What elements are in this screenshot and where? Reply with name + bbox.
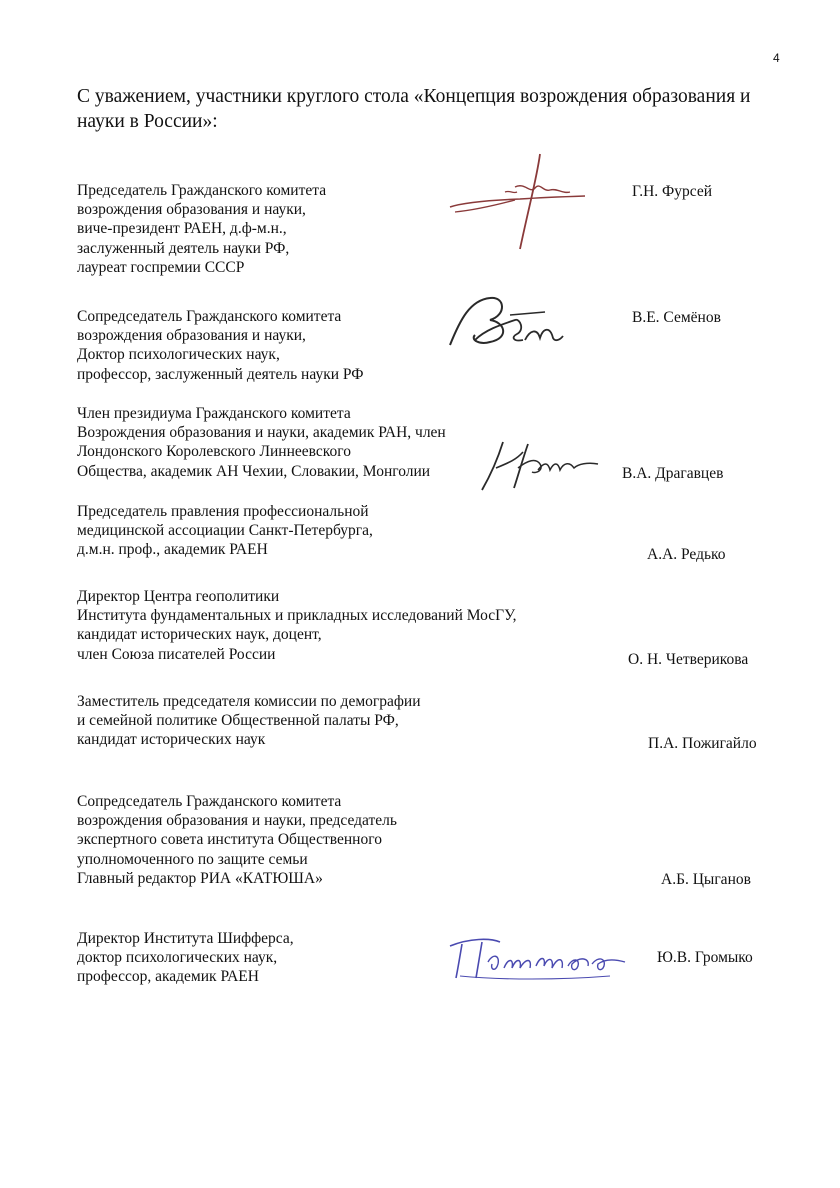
title-line: Лондонского Королевского Линнеевского <box>77 443 351 461</box>
signatory-7-name: А.Б. Цыганов <box>661 871 751 888</box>
signatory-3-name: В.А. Драгавцев <box>622 465 724 482</box>
title-line: уполномоченного по защите семьи <box>77 850 308 868</box>
title-line: Директор Института Шифферса, <box>77 930 294 947</box>
title-line: Заместитель председателя комиссии по демографии <box>77 693 421 710</box>
signatory-2-title <box>77 307 497 384</box>
signatory-5-name: О. Н. Четверикова <box>628 651 749 668</box>
page-number: 4 <box>773 51 780 65</box>
signatory-6-title <box>77 692 497 750</box>
title-line: Доктор психологических наук, <box>77 346 280 364</box>
title-line: Общества, академик АН Чехии, Словакии, Монголии <box>77 462 431 480</box>
signatory-8-title <box>77 929 497 987</box>
title-line: Член президиума Гражданского комитета <box>77 405 351 422</box>
signatory-4-title <box>77 502 497 560</box>
title-line: Главный редактор РИА «КАТЮША» <box>77 869 323 887</box>
signatory-3-title <box>77 404 497 481</box>
title-line: Института фундаментальных и прикладных исследований МосГУ, <box>77 607 517 625</box>
title-line: возрождения образования и науки, <box>77 327 306 345</box>
title-line: Возрождения образования и науки, академик РАН, член <box>77 424 446 442</box>
signature-gromyko <box>440 932 635 984</box>
title-line: виче-президент РАЕН, д.ф-м.н., <box>77 220 287 238</box>
signatory-4-name: А.А. Редько <box>647 546 726 563</box>
title-line: возрождения образования и науки, председатель <box>77 812 397 830</box>
title-line: Сопредседатель Гражданского комитета <box>77 793 342 810</box>
title-line: экспертного совета института Общественного <box>77 831 382 849</box>
signature-dragavtsev <box>478 438 603 493</box>
title-line: доктор психологических наук, <box>77 949 278 967</box>
signatory-1-title <box>77 181 497 277</box>
title-line: Директор Центра геополитики <box>77 588 280 605</box>
title-line: Председатель правления профессиональной <box>77 503 369 520</box>
title-line: Председатель Гражданского комитета <box>77 182 327 199</box>
intro-paragraph: С уважением, участники круглого стола «Концепция возрождения образования и науки в России»: <box>77 86 751 132</box>
title-line: кандидат исторических наук <box>77 731 266 749</box>
title-line: лауреат госпремии СССР <box>77 258 245 276</box>
title-line: член Союза писателей России <box>77 645 276 663</box>
title-line: заслуженный деятель науки РФ, <box>77 239 290 257</box>
title-line: Сопредседатель Гражданского комитета <box>77 308 342 325</box>
signature-fursey <box>445 152 595 252</box>
signatory-1-name: Г.Н. Фурсей <box>632 183 713 200</box>
signatory-5-title <box>77 587 517 664</box>
signatory-7-title <box>77 792 497 888</box>
title-line: медицинской ассоциации Санкт-Петербурга, <box>77 522 373 540</box>
signatory-8-name: Ю.В. Громыко <box>657 949 753 966</box>
title-line: и семейной политике Общественной палаты РФ, <box>77 712 399 730</box>
title-line: возрождения образования и науки, <box>77 201 306 219</box>
signatory-2-name: В.Е. Семёнов <box>632 309 721 326</box>
title-line: д.м.н. проф., академик РАЕН <box>77 541 268 559</box>
title-line: профессор, академик РАЕН <box>77 968 259 986</box>
title-line: профессор, заслуженный деятель науки РФ <box>77 365 364 383</box>
signature-semenov <box>445 290 570 355</box>
title-line: кандидат исторических наук, доцент, <box>77 626 322 644</box>
signatory-6-name: П.А. Пожигайло <box>648 735 757 752</box>
